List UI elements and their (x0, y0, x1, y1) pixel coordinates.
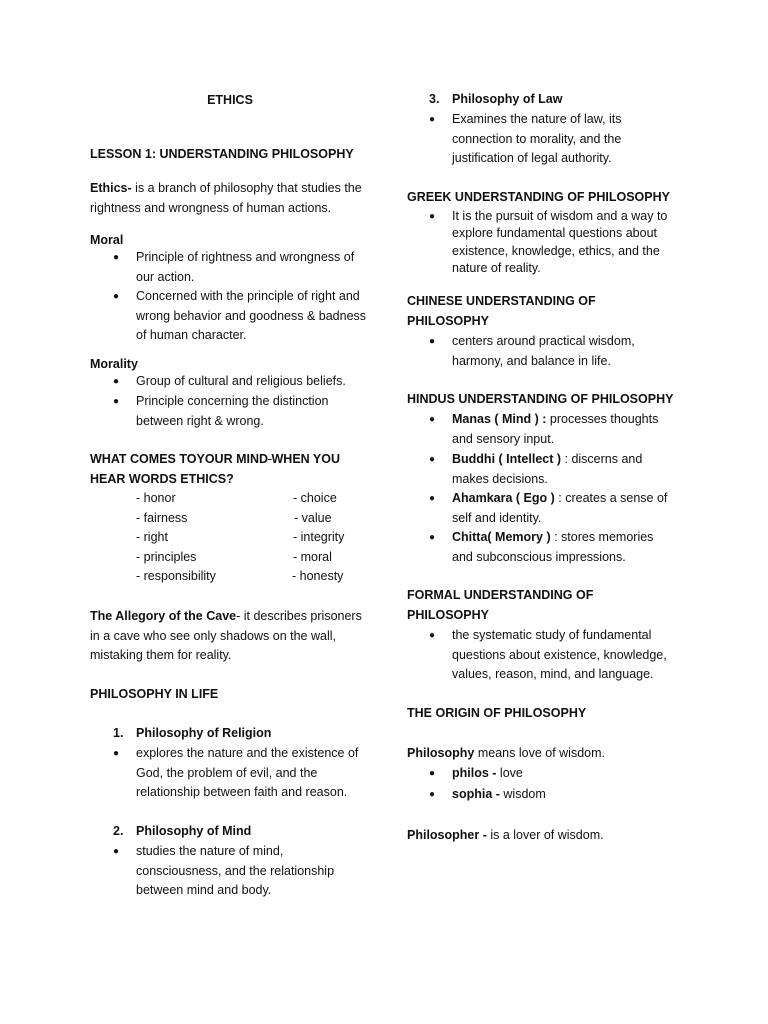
word-item: - honesty (292, 569, 344, 583)
bullet-icon: ● (429, 630, 436, 641)
list-item (90, 744, 370, 803)
origin-heading: THE ORIGIN OF PHILOSOPHY (407, 706, 587, 720)
list-item (90, 392, 370, 431)
list-item-text: explores the nature and the existence of God, the problem of evil, and the relationship between faith and reason. (136, 746, 359, 800)
list-item (90, 287, 370, 346)
bullet-icon: ● (429, 789, 436, 800)
list-item (407, 528, 682, 567)
allegory-term: The Allegory of the Cave (90, 609, 237, 623)
bullet-icon: ● (429, 532, 436, 543)
list-item-text: centers around practical wisdom, harmony, and balance in life. (452, 334, 635, 368)
bullet-icon: ● (113, 376, 120, 387)
hindus-text: : stores memories and subconscious impressions. (452, 530, 654, 564)
item-number: 1. (113, 726, 124, 740)
item-number: 3. (429, 92, 440, 106)
word-item: - honor (136, 491, 176, 505)
bullet-icon: ● (113, 748, 120, 759)
philosophy-item-law (407, 90, 682, 170)
hindus-term: Manas ( Mind ) : (452, 412, 547, 426)
word-item: - right (136, 530, 168, 544)
bullet-icon: ● (429, 493, 436, 504)
bullet-icon: ● (429, 768, 436, 779)
philosophy-item-religion (90, 724, 370, 804)
hindus-term: Buddhi ( Intellect ) (452, 452, 562, 466)
word-item: - value (294, 511, 332, 525)
list-item (407, 626, 682, 685)
origin-text: means love of wisdom. (474, 746, 605, 760)
origin-item-term: sophia - (452, 787, 500, 801)
word-item: - moral (293, 550, 332, 564)
allegory-text: - it describes prisoners in a cave who see only shadows on the wall, mistaking them for reality. (90, 609, 362, 663)
greek-heading: GREEK UNDERSTANDING OF PHILOSOPHY (407, 190, 670, 204)
word-item: - principles (136, 550, 197, 564)
ethics-term: Ethics- (90, 181, 132, 195)
item-title: Philosophy of Mind (136, 824, 252, 838)
hindus-text: : discerns and makes decisions. (452, 452, 643, 486)
bullet-icon: ● (429, 454, 436, 465)
list-item (407, 110, 682, 169)
document-title: ETHICS (207, 93, 253, 107)
list-item (407, 332, 682, 371)
item-number: 2. (113, 824, 124, 838)
lesson-heading: LESSON 1: UNDERSTANDING PHILOSOPHY (90, 147, 354, 161)
list-item-text: studies the nature of mind, consciousness, and the relationship between mind and body. (136, 844, 335, 898)
origin-term: Philosophy (407, 746, 475, 760)
what-comes-heading-b: WHEN YOU HEAR WORDS ETHICS? (90, 452, 341, 486)
bullet-icon: ● (113, 396, 120, 407)
word-item: - responsibility (136, 569, 216, 583)
hindus-text: : creates a sense of self and identity. (452, 491, 668, 525)
list-item-text: Concerned with the principle of right and wrong behavior and goodness & badness of human character. (136, 289, 367, 343)
list-item (90, 842, 370, 901)
list-item (90, 248, 370, 287)
morality-heading: Morality (90, 357, 138, 371)
word-item: - fairness (136, 511, 188, 525)
bullet-icon: ● (113, 252, 120, 263)
philosophy-in-life-heading: PHILOSOPHY IN LIFE (90, 687, 219, 701)
hindus-term: Chitta( Memory ) (452, 530, 551, 544)
origin-item-term: philos - (452, 766, 497, 780)
list-item-text: the systematic study of fundamental questions about existence, knowledge, values, reason, mind, and language. (452, 628, 667, 682)
philosopher-term: Philosopher - (407, 828, 487, 842)
what-comes-heading-a: WHAT COMES TOYOUR MIND (90, 452, 269, 466)
ethics-words-grid (90, 489, 370, 589)
bullet-icon: ● (429, 336, 436, 347)
what-comes-heading (90, 450, 370, 489)
list-item (407, 450, 682, 489)
bullet-icon: ● (429, 114, 436, 125)
list-item-text: Principle concerning the distinction between right & wrong. (136, 394, 329, 428)
bullet-icon: ● (429, 211, 436, 222)
list-item (407, 785, 682, 805)
list-item (407, 410, 682, 449)
word-item: - choice (293, 491, 337, 505)
ethics-def-text: is a branch of philosophy that studies the rightness and wrongness of human actions. (90, 181, 362, 215)
list-item (90, 372, 370, 392)
item-title: Philosophy of Religion (136, 726, 272, 740)
word-item: - integrity (293, 530, 345, 544)
origin-item-text: wisdom (499, 787, 546, 801)
list-item-text: Principle of rightness and wrongness of our action. (136, 250, 355, 284)
list-item (407, 764, 682, 784)
moral-heading: Moral (90, 233, 124, 247)
list-item-text: Group of cultural and religious beliefs. (136, 374, 346, 388)
hindus-term: Ahamkara ( Ego ) (452, 491, 555, 505)
item-title: Philosophy of Law (452, 92, 563, 106)
ethics-definition (90, 179, 370, 218)
chinese-heading: CHINESE UNDERSTANDING OF PHILOSOPHY (407, 294, 596, 328)
hindus-heading: HINDUS UNDERSTANDING OF PHILOSOPHY (407, 392, 674, 406)
list-item (407, 208, 682, 278)
origin-line (407, 744, 682, 764)
list-item (407, 489, 682, 528)
formal-heading: FORMAL UNDERSTANDING OF PHILOSOPHY (407, 588, 594, 622)
bullet-icon: ● (429, 414, 436, 425)
list-item-text: Examines the nature of law, its connection to morality, and the justification of legal authority. (452, 112, 622, 166)
philosopher-text: is a lover of wisdom. (486, 828, 604, 842)
bullet-icon: ● (113, 291, 120, 302)
bullet-icon: ● (113, 846, 120, 857)
philosopher-line (407, 826, 682, 846)
allegory-paragraph (90, 607, 370, 666)
list-item-text: It is the pursuit of wisdom and a way to explore fundamental questions about existence, knowledge, ethics, and the nature of reality. (452, 209, 668, 276)
hindus-text: processes thoughts and sensory input. (452, 412, 659, 446)
philosophy-item-mind (90, 822, 370, 902)
origin-item-text: love (496, 766, 523, 780)
